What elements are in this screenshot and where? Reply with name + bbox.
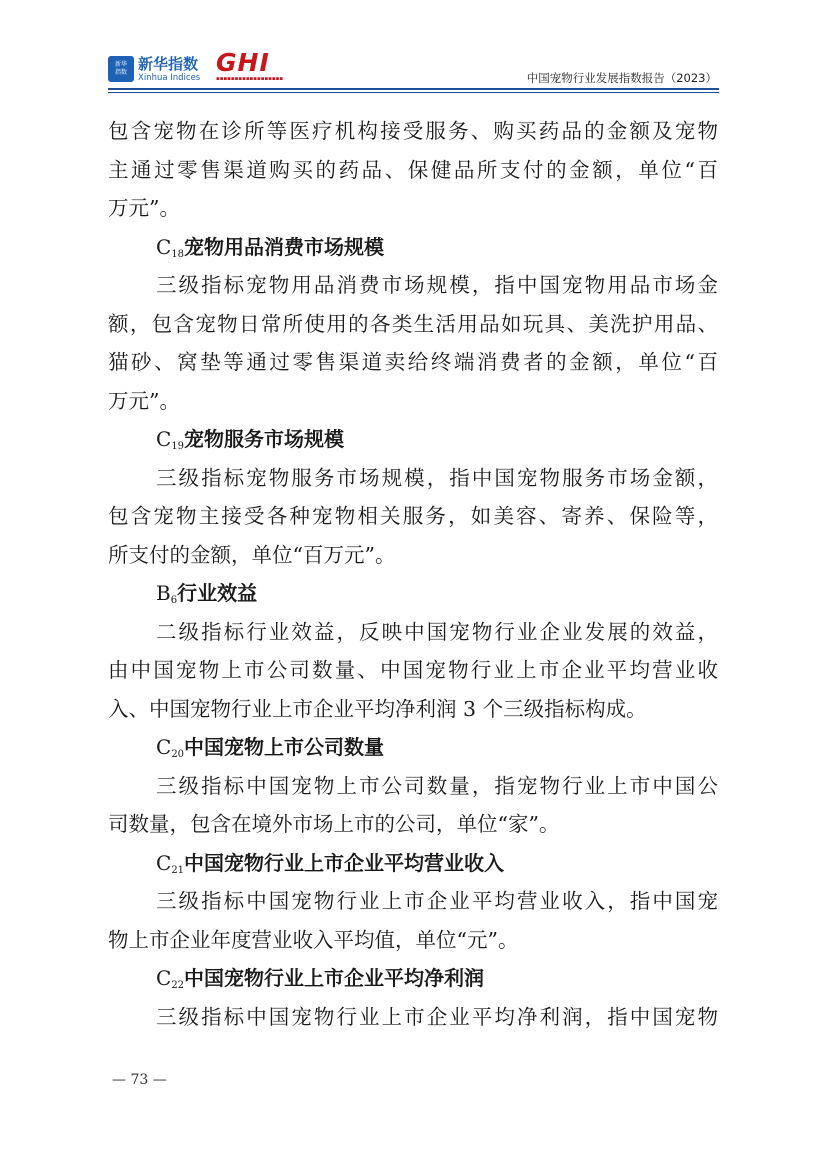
paragraph-line: 司数量，包含在境外市场上市的公司，单位“家”。 <box>108 812 560 836</box>
paragraph-line: 万元”。 <box>108 196 180 220</box>
paragraph-line: 三级指标中国宠物行业上市企业平均营业收入，指中国宠 <box>156 889 718 913</box>
section-heading-c22: $C_{22}$中国宠物行业上市企业平均净利润 <box>156 966 485 991</box>
report-title: 中国宠物行业发展指数报告（2023） <box>526 71 717 85</box>
page-header <box>0 0 827 96</box>
header-divider-thin <box>108 92 719 93</box>
paragraph-line: 主通过零售渠道购买的药品、保健品所支付的金额，单位“百 <box>108 157 718 182</box>
section-heading-c19: $C_{19}$宠物服务市场规模 <box>156 427 345 452</box>
paragraph-line: 物上市企业年度营业收入平均值，单位“元”。 <box>108 927 519 952</box>
paragraph-line: 所支付的金额，单位“百万元”。 <box>108 542 396 567</box>
paragraph-line: 入、中国宠物行业上市企业平均净利润 3 个三级指标构成。 <box>108 696 647 721</box>
paragraph-line: 由中国宠物上市公司数量、中国宠物行业上市企业平均营业收 <box>108 658 718 682</box>
paragraph-line: 万元”。 <box>108 388 180 413</box>
section-heading-c18: $C_{18}$宠物用品消费市场规模 <box>156 234 385 260</box>
section-heading-c21: $C_{21}$中国宠物行业上市企业平均营业收入 <box>156 850 505 876</box>
xinhua-logo-en: Xinhua Indices <box>138 72 201 83</box>
paragraph-line: 额，包含宠物日常所使用的各类生活用品如玩具、美洗护用品、 <box>108 311 718 336</box>
paragraph-line: 三级指标中国宠物上市公司数量，指宠物行业上市中国公 <box>156 773 718 798</box>
ghi-logo-text: GHI <box>216 48 270 77</box>
paragraph-line: 三级指标中国宠物行业上市企业平均净利润，指中国宠物 <box>156 1004 718 1029</box>
paragraph-line: 包含宠物在诊所等医疗机构接受服务、购买药品的金额及宠物 <box>108 119 718 143</box>
paragraph-line: 二级指标行业效益，反映中国宠物行业企业发展的效益， <box>156 619 718 644</box>
paragraph-line: 三级指标宠物服务市场规模，指中国宠物服务市场金额， <box>156 465 718 490</box>
xinhua-logo-mark-icon: 新华 指数 <box>108 56 134 82</box>
paragraph-line: 猫砂、窝垫等通过零售渠道卖给终端消费者的金额，单位“百 <box>108 350 718 374</box>
xinhua-indices-logo <box>108 52 212 86</box>
paragraph-line: 三级指标宠物用品消费市场规模，指中国宠物用品市场金 <box>156 273 718 297</box>
page-body <box>108 112 718 1036</box>
page-number: — 73 — <box>112 1072 167 1088</box>
header-divider <box>108 88 719 90</box>
ghi-logo <box>216 50 308 86</box>
section-heading-c20: $C_{20}$中国宠物上市公司数量 <box>156 735 385 760</box>
xinhua-logo-cn: 新华指数 <box>138 54 199 73</box>
section-heading-b6: $B_6$行业效益 <box>156 581 258 606</box>
paragraph-line: 包含宠物主接受各种宠物相关服务，如美容、寄养、保险等， <box>108 504 718 528</box>
ghi-logo-subtitle-icon: ▪▪▪▪▪▪▪▪▪▪▪▪▪▪▪▪▪▪ <box>216 76 284 82</box>
